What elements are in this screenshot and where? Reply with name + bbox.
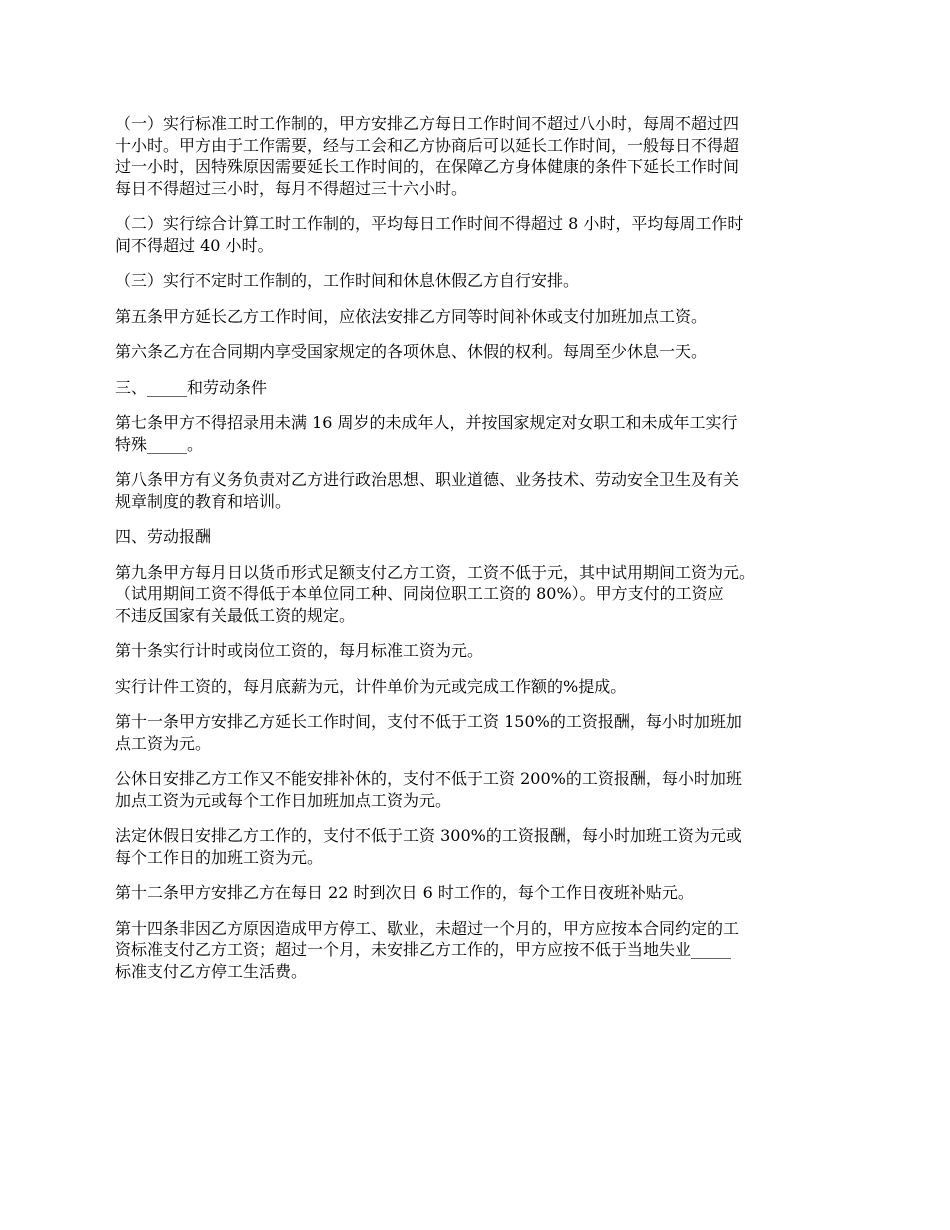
paragraph-line: （试用期间工资不得低于本单位同工种、同岗位职工工资的 80%）。甲方支付的工资应 (115, 584, 724, 603)
paragraph-line: 每日不得超过三小时，每月不得超过三十六小时。 (115, 178, 468, 198)
paragraph-line: 十小时。甲方由于工作需要，经与工会和乙方协商后可以延长工作时间，一般每日不得超 (115, 135, 740, 155)
paragraph-7 (115, 412, 845, 455)
paragraph-line: 法定休假日安排乙方工作的，支付不低于工资 300%的工资报酬，每小时加班工资为元或 (115, 826, 742, 845)
paragraph-line: 过一小时，因特殊原因需要延长工作时间的，在保障乙方身体健康的条件下延长工作时间 (115, 157, 740, 176)
paragraph-line: 间不得超过 40 小时。 (115, 235, 274, 255)
paragraph-line: 加点工资为元或每个工作日加班加点工资为元。 (115, 790, 452, 810)
paragraph-11 (115, 676, 845, 698)
paragraph-line: 三、_____和劳动条件 (115, 377, 268, 397)
paragraph-line: 实行计件工资的，每月底薪为元，计件单价为元或完成工作额的%提成。 (115, 676, 627, 696)
document-body (115, 113, 845, 996)
paragraph-14 (115, 825, 845, 868)
paragraph-line: 第五条甲方延长乙方工作时间，应依法安排乙方同等时间补休或支付加班加点工资。 (115, 306, 708, 326)
paragraph-line: 规章制度的教育和培训。 (115, 491, 292, 511)
paragraph-5 (115, 341, 845, 363)
paragraph-line: 第十二条甲方安排乙方在每日 22 时到次日 6 时工作的，每个工作日夜班补贴元。 (115, 883, 694, 902)
paragraph-line: 第八条甲方有义务负责对乙方进行政治思想、职业道德、业务技术、劳动安全卫生及有关 (115, 470, 740, 489)
paragraph-16 (115, 918, 845, 983)
paragraph-line: 标准支付乙方停工生活费。 (115, 961, 308, 981)
paragraph-4 (115, 306, 845, 328)
paragraph-line: 第十条实行计时或岗位工资的，每月标准工资为元。 (115, 641, 484, 660)
paragraph-12 (115, 711, 845, 754)
paragraph-1 (115, 113, 845, 199)
paragraph-15 (115, 882, 845, 904)
paragraph-line: 第七条甲方不得招录用未满 16 周岁的未成年人，并按国家规定对女职工和未成年工实行 (115, 413, 738, 432)
paragraph-line: 点工资为元。 (115, 733, 212, 753)
paragraph-9 (115, 562, 845, 627)
paragraph-line: 四、劳动报酬 (115, 527, 212, 546)
paragraph-line: 资标准支付乙方工资；超过一个月，未安排乙方工作的，甲方应按不低于当地失业_____ (115, 940, 732, 959)
paragraph-8 (115, 469, 845, 512)
paragraph-10 (115, 640, 845, 662)
paragraph-line: 第九条甲方每月日以货币形式足额支付乙方工资，工资不低于元，其中试用期间工资为元。 (115, 562, 756, 582)
paragraph-line: 第六条乙方在合同期内享受国家规定的各项休息、休假的权利。每周至少休息一天。 (115, 342, 708, 361)
paragraph-line: （二）实行综合计算工时工作制的，平均每日工作时间不得超过 8 小时，平均每周工作时 (115, 214, 744, 233)
paragraph-line: （一）实行标准工时工作制的，甲方安排乙方每日工作时间不超过八小时，每周不超过四 (115, 114, 740, 133)
section-heading-4 (115, 526, 845, 548)
paragraph-line: （三）实行不定时工作制的，工作时间和休息休假乙方自行安排。 (115, 271, 580, 290)
paragraph-line: 特殊_____。 (115, 434, 204, 454)
paragraph-line: 第十一条甲方安排乙方延长工作时间，支付不低于工资 150%的工资报酬，每小时加班加 (115, 712, 742, 731)
paragraph-13 (115, 768, 845, 811)
section-heading-3 (115, 377, 845, 399)
paragraph-line: 公休日安排乙方工作又不能安排补休的，支付不低于工资 200%的工资报酬，每小时加班 (115, 769, 742, 788)
paragraph-line: 不违反国家有关最低工资的规定。 (115, 605, 356, 625)
paragraph-2 (115, 213, 845, 256)
paragraph-line: 每个工作日的加班工资为元。 (115, 847, 324, 867)
paragraph-line: 第十四条非因乙方原因造成甲方停工、歇业，未超过一个月的，甲方应按本合同约定的工 (115, 918, 740, 938)
paragraph-3 (115, 270, 845, 292)
